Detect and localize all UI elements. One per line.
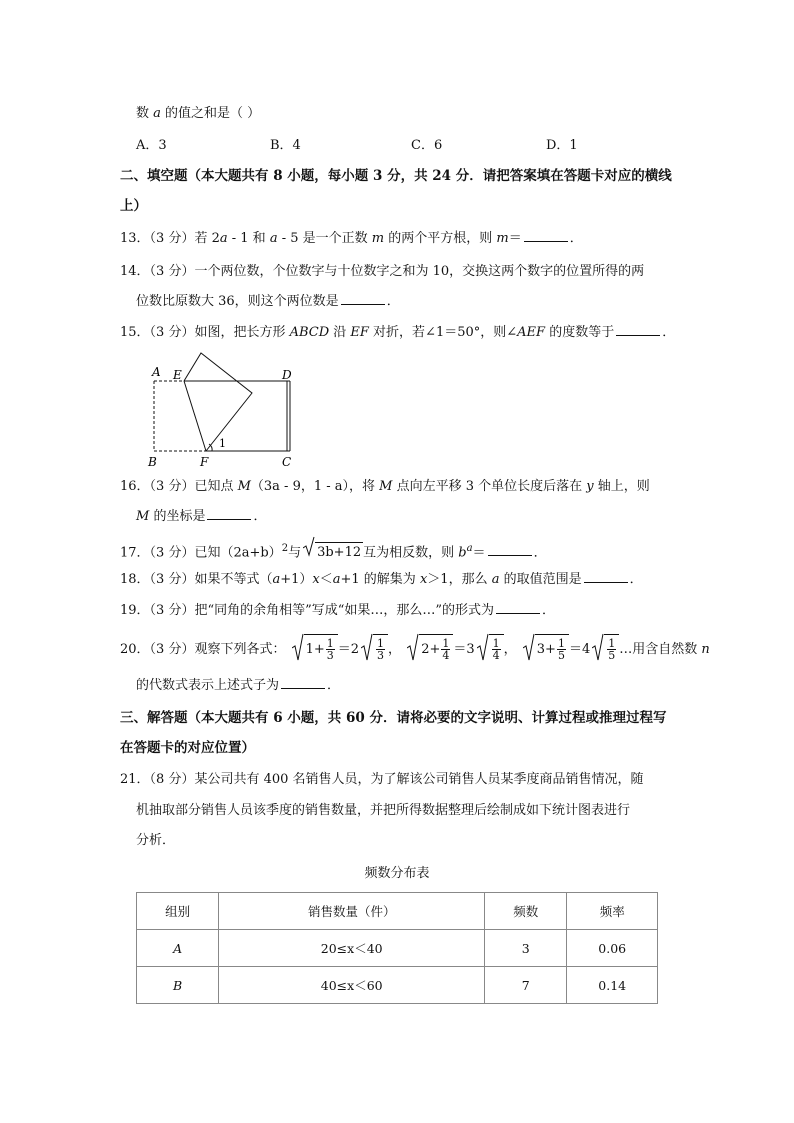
q12-option-a[interactable]: A．3 xyxy=(136,138,167,153)
col-header: 组别 xyxy=(137,893,219,930)
q20-cont: 的代数式表示上述式子为 ． xyxy=(136,678,341,693)
answer-blank[interactable] xyxy=(524,229,568,242)
cell-group: A xyxy=(137,930,219,967)
q15-figure xyxy=(140,348,310,473)
table-row xyxy=(137,930,658,967)
cell-range: 40≤x＜60 xyxy=(219,967,485,1004)
q21-cont2: 分析． xyxy=(136,833,176,848)
sqrt-symbol: 3b+12 xyxy=(303,542,363,563)
table-title: 频数分布表 xyxy=(364,866,430,881)
section3-heading: 三、解答题（本大题共有 6 小题，共 60 分．请将必要的文字说明、计算过程或推理过程写 xyxy=(120,710,667,726)
table-row xyxy=(137,967,658,1004)
q18: 18．（3 分）如果不等式（a+1）x＜a+1 的解集为 x＞1，那么 a 的取值范围是 ． xyxy=(120,572,643,587)
q12-option-c[interactable]: C．6 xyxy=(411,138,443,153)
answer-blank[interactable] xyxy=(488,543,532,556)
frequency-table xyxy=(136,892,658,1004)
q12-option-b[interactable]: B．4 xyxy=(270,138,301,153)
answer-blank[interactable] xyxy=(616,323,660,336)
section2-heading-cont: 上） xyxy=(120,198,147,214)
q16-cont: M 的坐标是 ． xyxy=(136,509,267,524)
answer-blank[interactable] xyxy=(496,601,540,614)
q14-cont: 位数比原数大 36，则这个两位数是 ． xyxy=(136,294,400,309)
label-a: A xyxy=(152,365,161,379)
q14: 14．（3 分）一个两位数，个位数字与十位数字之和为 10，交换这两个数字的位置所得的两 xyxy=(120,264,645,279)
q21: 21．（8 分）某公司共有 400 名销售人员，为了解该公司销售人员某季度商品销售情况，随 xyxy=(120,772,644,787)
q21-cont: 机抽取部分销售人员该季度的销售数量，并把所得数据整理后绘制成如下统计图表进行 xyxy=(136,803,631,818)
cell-freq: 3 xyxy=(485,930,567,967)
label-d: D xyxy=(282,368,292,382)
q12-option-d[interactable]: D．1 xyxy=(546,138,578,153)
col-header: 频率 xyxy=(567,893,658,930)
q20: 20．（3 分）观察下列各式： 1+ $\frac{1}{3}$ ＝2 $\frac{1}{3}$ ， 2+ $\frac{1}{4}$ ＝3 $\frac{1}{4}$ ， 3+ $\frac{1}{5}$ ＝4 $\frac{1}{5}$ …用含自然数 n xyxy=(120,634,710,665)
section3-heading-cont: 在答题卡的对应位置） xyxy=(120,740,255,756)
table-header-row xyxy=(137,893,658,930)
col-header: 频数 xyxy=(485,893,567,930)
label-f: F xyxy=(200,455,209,469)
cell-group: B xyxy=(137,967,219,1004)
answer-blank[interactable] xyxy=(584,570,628,583)
q17: 17．（3 分）已知$(2a+b)^2$与 3b+12 互为相反数，则 $b^a=$ ． xyxy=(120,539,547,563)
q19: 19．（3 分）把“同角的余角相等”写成“如果…，那么…”的形式为 ． xyxy=(120,603,556,618)
q12-stem: 数 a 的值之和是（ ） xyxy=(136,106,261,121)
cell-rate: 0.06 xyxy=(567,930,658,967)
col-header: 销售数量（件） xyxy=(219,893,485,930)
q16: 16．（3 分）已知点 M（3a - 9，1 - a），将 M 点向左平移 3 个单位长度后落在 y 轴上，则 xyxy=(120,479,650,494)
answer-blank[interactable] xyxy=(207,507,251,520)
cell-rate: 0.14 xyxy=(567,967,658,1004)
section2-heading: 二、填空题（本大题共有 8 小题，每小题 3 分，共 24 分．请把答案填在答题卡对应的横线 xyxy=(120,168,672,184)
label-c: C xyxy=(282,455,292,469)
answer-blank[interactable] xyxy=(281,676,325,689)
cell-range: 20≤x＜40 xyxy=(219,930,485,967)
answer-blank[interactable] xyxy=(341,292,385,305)
q13: 13．（3 分）若 2a - 1 和 a - 5 是一个正数 m 的两个平方根，则 m＝ ． xyxy=(120,231,583,246)
cell-freq: 7 xyxy=(485,967,567,1004)
label-b: B xyxy=(148,455,157,469)
label-e: E xyxy=(173,368,182,382)
q15: 15．（3 分）如图，把长方形 ABCD 沿 EF 对折，若∠1＝50°，则∠AEF 的度数等于 ． xyxy=(120,325,676,340)
label-angle-1: 1 xyxy=(219,437,226,450)
